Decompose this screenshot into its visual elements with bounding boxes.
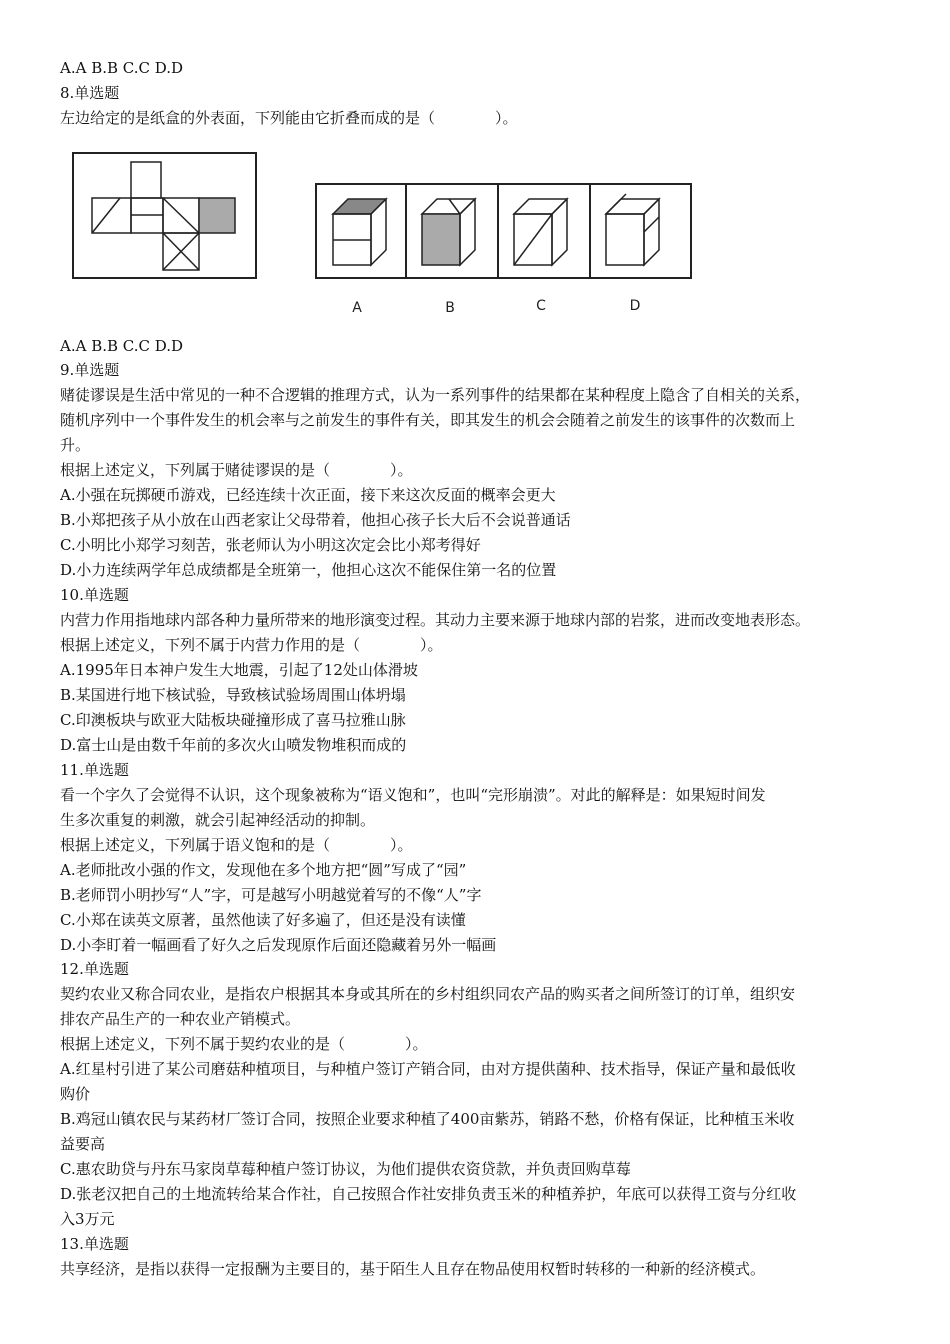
option-c-cube [514, 199, 567, 265]
q10-stem: 内营力作用指地球内部各种力量所带来的地形演变过程。其动力主要来源于地球内部的岩浆，进而改变地表形态。 [60, 611, 811, 629]
option-a-cube [333, 199, 386, 265]
option-d-cube [606, 194, 659, 265]
q9-header: 9.单选题 [60, 361, 120, 379]
q12-stem-line-1: 契约农业又称合同农业，是指农户根据其本身或其所在的乡村组织同农产品的购买者之间所签订的订单，组织安 [60, 985, 796, 1003]
q12-question: 根据上述定义，下列不属于契约农业的是（ ）。 [60, 1035, 428, 1053]
cube-net [92, 162, 235, 270]
figure-label-c: C [536, 298, 546, 314]
q9-question: 根据上述定义，下列属于赌徒谬误的是（ ）。 [60, 461, 413, 479]
q12-option-b-line-1: B.鸡冠山镇农民与某药材厂签订合同，按照企业要求种植了400亩紫苏，销路不愁，价格有保证，比种植玉米收 [60, 1110, 795, 1128]
q13-header: 13.单选题 [60, 1235, 129, 1253]
q9-stem-line-1: 赌徒谬误是生活中常见的一种不合逻辑的推理方式，认为一系列事件的结果都在某种程度上隐含了自相关的关系， [60, 386, 811, 404]
q9-option-d: D.小力连续两学年总成绩都是全班第一，他担心这次不能保住第一名的位置 [60, 561, 557, 579]
q9-stem-line-3: 升。 [60, 436, 91, 454]
q8-header: 8.单选题 [60, 84, 120, 102]
q8-options: A.A B.B C.C D.D [60, 337, 184, 355]
q10-question: 根据上述定义，下列不属于内营力作用的是（ ）。 [60, 636, 443, 654]
q10-option-b: B.某国进行地下核试验，导致核试验场周围山体坍塌 [60, 686, 406, 704]
q12-option-b-line-2: 益要高 [60, 1135, 106, 1153]
q11-option-a: A.老师批改小强的作文，发现他在多个地方把“圆”写成了“园” [60, 861, 467, 879]
q12-option-d-line-1: D.张老汉把自己的土地流转给某合作社，自己按照合作社安排负责玉米的种植养护，年底可以获得工资与分红收 [60, 1185, 797, 1203]
q10-option-d: D.富士山是由数千年前的多次火山喷发物堆积而成的 [60, 736, 407, 754]
q12-option-a-line-1: A.红星村引进了某公司磨菇种植项目，与种植户签订产销合同，由对方提供菌种、技术指导，保证产量和最低收 [60, 1060, 796, 1078]
q7-options: A.A B.B C.C D.D [60, 59, 184, 77]
figure-label-d: D [629, 298, 641, 314]
q12-option-d-line-2: 入3万元 [60, 1210, 115, 1228]
q12-option-c: C.惠农助贷与丹东马家岗草莓种植户签订协议，为他们提供农资贷款，并负责回购草莓 [60, 1160, 631, 1178]
q9-option-c: C.小明比小郑学习刻苦，张老师认为小明这次定会比小郑考得好 [60, 536, 481, 554]
q11-question: 根据上述定义，下列属于语义饱和的是（ ）。 [60, 836, 413, 854]
q11-option-c: C.小郑在读英文原著，虽然他读了好多遍了，但还是没有读懂 [60, 911, 466, 929]
q8-figure-svg [60, 132, 700, 332]
q12-header: 12.单选题 [60, 960, 129, 978]
q12-stem-line-2: 排农产品生产的一种农业产销模式。 [60, 1010, 301, 1028]
q9-option-a: A.小强在玩掷硬币游戏，已经连续十次正面，接下来这次反面的概率会更大 [60, 486, 556, 504]
q11-stem-line-2: 生多次重复的刺激，就会引起神经活动的抑制。 [60, 811, 376, 829]
q9-option-b: B.小郑把孩子从小放在山西老家让父母带着，他担心孩子长大后不会说普通话 [60, 511, 571, 529]
q11-option-b: B.老师罚小明抄写“人”字，可是越写小明越觉着写的不像“人”字 [60, 886, 482, 904]
q13-stem: 共享经济，是指以获得一定报酬为主要目的，基于陌生人且存在物品使用权暂时转移的一种新的经济模式。 [60, 1260, 766, 1278]
q10-option-a: A.1995年日本神户发生大地震，引起了12处山体滑坡 [60, 661, 418, 679]
q9-stem-line-2: 随机序列中一个事件发生的机会率与之前发生的事件有关，即其发生的机会会随着之前发生的该事件的次数而上 [60, 411, 796, 429]
q10-option-c: C.印澳板块与欧亚大陆板块碰撞形成了喜马拉雅山脉 [60, 711, 406, 729]
q11-option-d: D.小李盯着一幅画看了好久之后发现原作后面还隐藏着另外一幅画 [60, 936, 497, 954]
q11-header: 11.单选题 [60, 761, 129, 779]
q12-option-a-line-2: 购价 [60, 1085, 91, 1103]
figure-label-b: B [445, 300, 455, 316]
q10-header: 10.单选题 [60, 586, 129, 604]
q11-stem-line-1: 看一个字久了会觉得不认识，这个现象被称为“语义饱和”，也叫“完形崩溃”。对此的解释是：如果短时间发 [60, 786, 766, 804]
q8-figure [60, 132, 700, 332]
q8-stem: 左边给定的是纸盒的外表面，下列能由它折叠而成的是（ ）。 [60, 109, 518, 127]
option-b-cube [422, 199, 475, 265]
figure-label-a: A [352, 300, 362, 316]
